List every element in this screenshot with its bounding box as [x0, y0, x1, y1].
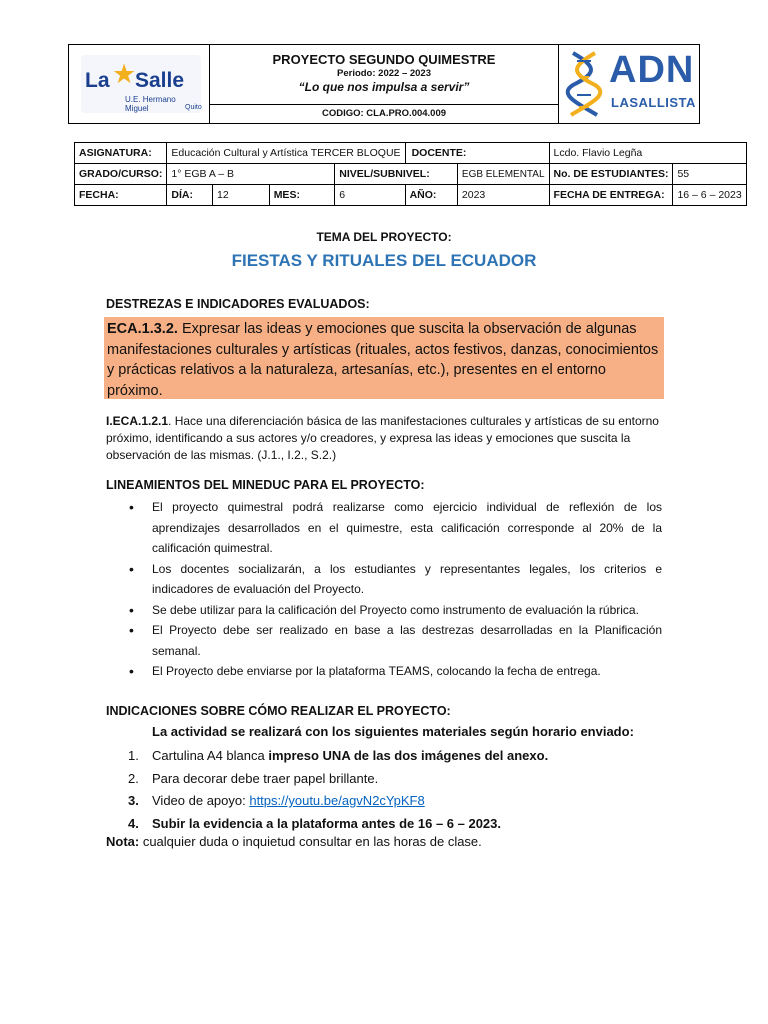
video-link[interactable]: https://youtu.be/agvN2cYpKF8	[249, 793, 425, 808]
step-text: Video de apoyo:	[152, 793, 250, 808]
note	[106, 834, 482, 849]
docente-label: DOCENTE:	[405, 143, 549, 164]
step-text-bold: impreso UNA de las dos imágenes del anexo.	[268, 748, 549, 763]
step-number: 4.	[128, 815, 139, 831]
eca-text: Expresar las ideas y emociones que suscita la observación de algunas manifestaciones culturales y artísticas (rituales, actos festivos, danzas, conocimientos y prácticas relativos a la naturaleza, artesanías, etc.), presentes en el entorno próximo.	[107, 321, 659, 399]
list-item-text: Los docentes socializarán, a los estudiantes y representantes legales, los criterios e indicadores de evaluación del Proyecto.	[152, 561, 662, 596]
step-text: Para decorar debe traer papel brillante.	[152, 770, 379, 786]
dia-value: 12	[213, 185, 270, 206]
bullet-icon: •	[129, 663, 134, 679]
mes-value: 6	[335, 185, 405, 206]
asignatura-value: Educación Cultural y Artística TERCER BLOQUE	[167, 143, 405, 164]
note-label: Nota:	[106, 834, 140, 849]
ieca-text: . Hace una diferenciación básica de las manifestaciones culturales y artísticas de su entorno próximo, identificando a sus actores y/o creadores, y expresa las ideas y emociones que suscita la observación de las mismas. (J.1., I.2., S.2.)	[106, 414, 659, 462]
logo-salle-text: Salle	[135, 69, 185, 92]
mes-label: MES:	[269, 185, 335, 206]
document-header	[68, 44, 700, 124]
header-titles	[210, 45, 558, 105]
nivel-value: EGB ELEMENTAL	[457, 164, 549, 185]
estudiantes-label: No. DE ESTUDIANTES:	[549, 164, 673, 185]
document-code: CODIGO: CLA.PRO.004.009	[321, 108, 447, 119]
grado-value: 1° EGB A – B	[167, 164, 335, 185]
dia-label: DÍA:	[167, 185, 213, 206]
step-text: Cartulina A4 blanca	[152, 748, 269, 763]
list-item-text: El Proyecto debe ser realizado en base a las destrezas desarrolladas en la Planificación semanal.	[152, 623, 662, 658]
topic-title: FIESTAS Y RITUALES DEL ECUADOR	[231, 251, 537, 270]
star-icon: ★	[112, 59, 137, 89]
list-item	[128, 813, 668, 836]
step-text-bold: Subir la evidencia a la plataforma antes de 16 – 6 – 2023.	[152, 815, 502, 831]
list-item	[126, 497, 662, 559]
bullet-icon: •	[129, 601, 134, 618]
table-row	[75, 164, 747, 185]
logo-city: Quito	[185, 104, 202, 111]
fecha-label: FECHA:	[75, 185, 167, 206]
bullet-icon: •	[129, 622, 134, 638]
list-item-text: El proyecto quimestral podrá realizarse como ejercicio individual de reflexión de los aprendizajes desarrollados en el quimestre, esta calificación corresponde al 20% de la calificación quimestral.	[152, 500, 662, 555]
anio-label: AÑO:	[405, 185, 457, 206]
nivel-label: NIVEL/SUBNIVEL:	[335, 164, 458, 185]
logo-school-name: U.E. Hermano Miguel	[125, 95, 176, 113]
guidelines-list	[126, 497, 662, 682]
docente-value: Lcdo. Flavio Legña	[549, 143, 746, 164]
project-period: Periodo: 2022 – 2023	[337, 68, 431, 79]
project-motto: “Lo que nos impulsa a servir”	[298, 80, 470, 94]
lasalle-logo	[81, 55, 201, 113]
entrega-value: 16 – 6 – 2023	[673, 185, 746, 206]
step-number: 1.	[128, 748, 139, 763]
list-item	[126, 559, 662, 600]
list-item	[128, 790, 668, 813]
list-item	[128, 745, 668, 768]
eca-skill-box	[104, 317, 664, 399]
ieca-indicator	[106, 413, 666, 464]
topic-label: TEMA DEL PROYECTO:	[316, 230, 452, 244]
table-row	[75, 185, 747, 206]
list-item	[126, 620, 662, 661]
table-row	[75, 143, 747, 164]
info-table	[74, 142, 747, 206]
list-item	[126, 600, 662, 621]
list-item	[128, 768, 668, 791]
lasalle-logo-cell	[69, 45, 210, 123]
guidelines-heading: LINEAMIENTOS DEL MINEDUC PARA EL PROYECTO:	[106, 478, 425, 492]
anio-value: 2023	[457, 185, 549, 206]
bullet-icon: •	[129, 560, 134, 577]
list-item-text: El Proyecto debe enviarse por la plataforma TEAMS, colocando la fecha de entrega.	[152, 664, 601, 678]
adn-logo-subtext: LASALLISTA	[611, 95, 696, 110]
list-item-text: Se debe utilizar para la calificación del Proyecto como instrumento de evaluación la rúbrica.	[152, 602, 639, 617]
note-text: cualquier duda o inquietud consultar en las horas de clase.	[139, 834, 482, 849]
step-number: 2.	[128, 770, 139, 786]
estudiantes-value: 55	[673, 164, 746, 185]
header-center	[210, 45, 558, 123]
list-item	[126, 661, 662, 682]
instructions-heading: INDICACIONES SOBRE CÓMO REALIZAR EL PROYECTO:	[106, 704, 451, 718]
eca-code: ECA.1.3.2.	[107, 321, 178, 337]
activity-intro: La actividad se realizará con los siguientes materiales según horario enviado:	[152, 724, 634, 739]
logo-la-text: La	[85, 69, 110, 92]
ieca-code: I.ECA.1.2.1	[106, 414, 169, 428]
project-title: PROYECTO SEGUNDO QUIMESTRE	[272, 52, 496, 67]
entrega-label: FECHA DE ENTREGA:	[549, 185, 673, 206]
steps-list	[128, 745, 668, 835]
asignatura-label: ASIGNATURA:	[75, 143, 167, 164]
adn-logo-text: ADN	[609, 49, 695, 91]
dna-helix-icon	[563, 49, 607, 119]
bullet-icon: •	[129, 499, 134, 515]
skills-heading: DESTREZAS E INDICADORES EVALUADOS:	[106, 297, 370, 311]
grado-label: GRADO/CURSO:	[75, 164, 167, 185]
step-number: 3.	[128, 793, 139, 808]
adn-logo-cell	[558, 45, 699, 123]
